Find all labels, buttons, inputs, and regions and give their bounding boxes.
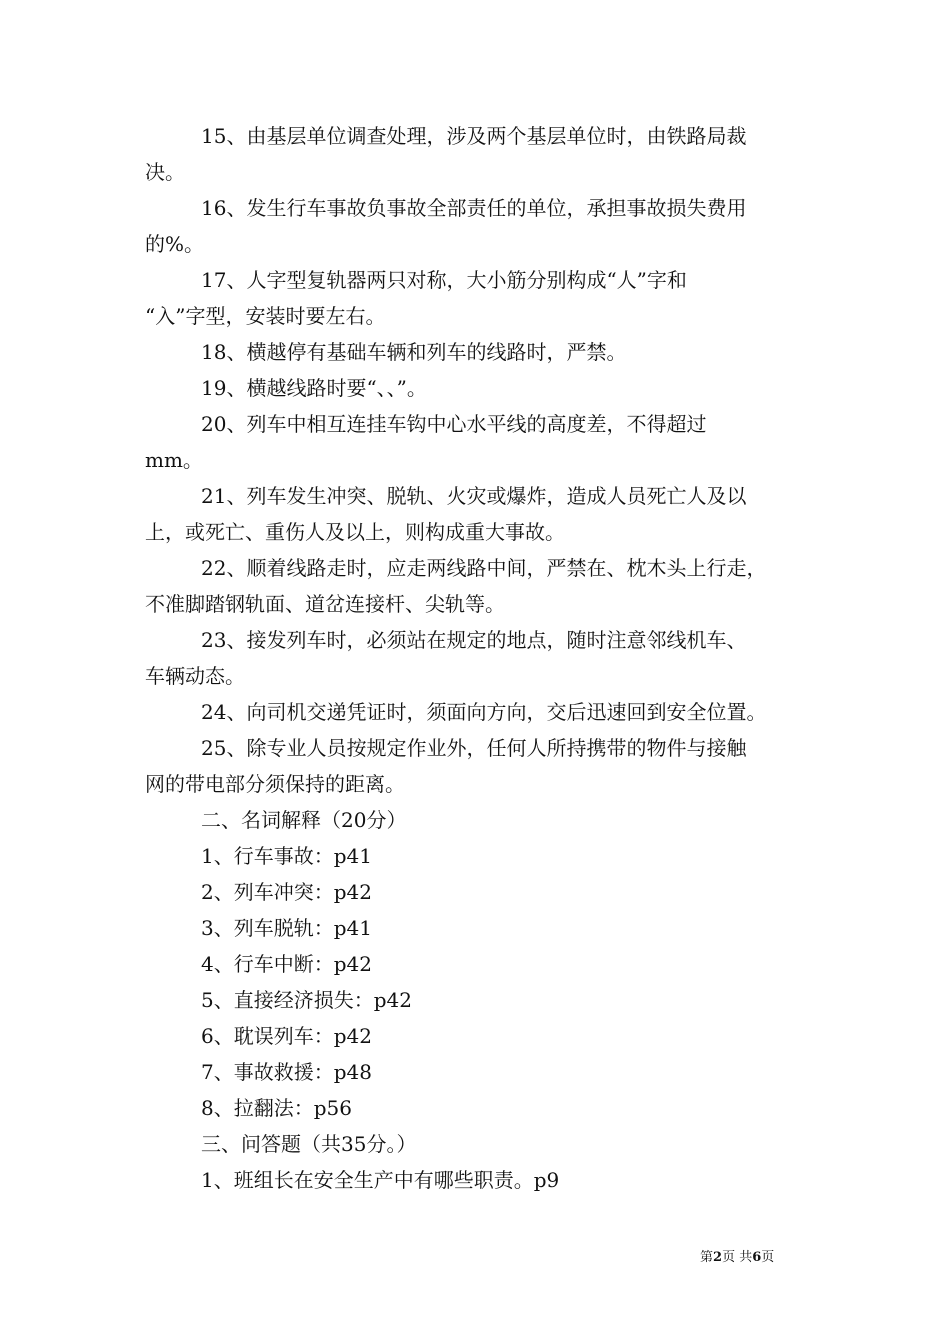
- definition-item-2: 2、列车冲突：p42: [201, 880, 372, 904]
- paragraph-15: 15、由基层单位调查处理，涉及两个基层单位时，由铁路局裁: [201, 124, 747, 148]
- paragraph-18: 18、横越停有基础车辆和列车的线路时，严禁。: [201, 340, 627, 364]
- paragraph-16-cont: 的%。: [145, 232, 205, 256]
- paragraph-20: 20、列车中相互连挂车钩中心水平线的高度差，不得超过: [201, 412, 707, 436]
- paragraph-23: 23、接发列车时，必须站在规定的地点，随时注意邻线机车、: [201, 628, 747, 652]
- paragraph-15-cont: 决。: [145, 160, 185, 184]
- footer-middle: 页 共: [722, 1250, 753, 1265]
- paragraph-24: 24、向司机交递凭证时，须面向方向，交后迅速回到安全位置。: [201, 700, 767, 724]
- paragraph-23-cont: 车辆动态。: [145, 664, 245, 688]
- document-body: [145, 118, 807, 1198]
- definition-item-3: 3、列车脱轨：p41: [201, 916, 372, 940]
- definition-item-6: 6、耽误列车：p42: [201, 1024, 372, 1048]
- footer-total-pages: 6: [752, 1250, 762, 1265]
- paragraph-17-cont: “入”字型，安装时要左右。: [145, 304, 386, 328]
- paragraph-25-cont: 网的带电部分须保持的距离。: [145, 772, 405, 796]
- section-heading-questions: 三、问答题（共35分。）: [201, 1132, 417, 1156]
- paragraph-21: 21、列车发生冲突、脱轨、火灾或爆炸，造成人员死亡人及以: [201, 484, 747, 508]
- footer-current-page: 2: [713, 1250, 723, 1265]
- footer-prefix: 第: [700, 1250, 714, 1265]
- paragraph-22: 22、顺着线路走时，应走两线路中间，严禁在、枕木头上行走，: [201, 556, 767, 580]
- paragraph-19: 19、横越线路时要“、、”。: [201, 376, 427, 400]
- paragraph-21-cont: 上，或死亡、重伤人及以上，则构成重大事故。: [145, 520, 565, 544]
- paragraph-16: 16、发生行车事故负事故全部责任的单位，承担事故损失费用: [201, 196, 747, 220]
- definition-item-5: 5、直接经济损失：p42: [201, 988, 412, 1012]
- section-heading-definitions: 二、名词解释（20分）: [201, 808, 407, 832]
- paragraph-25: 25、除专业人员按规定作业外，任何人所持携带的物件与接触: [201, 736, 747, 760]
- definition-item-8: 8、拉翻法：p56: [201, 1096, 352, 1120]
- question-item-1: 1、班组长在安全生产中有哪些职责。p9: [201, 1168, 560, 1192]
- paragraph-17: 17、人字型复轨器两只对称，大小筋分别构成“人”字和: [201, 268, 687, 292]
- paragraph-22-cont: 不准脚踏钢轨面、道岔连接杆、尖轨等。: [145, 592, 505, 616]
- paragraph-20-cont: mm。: [145, 448, 203, 472]
- definition-item-7: 7、事故救援：p48: [201, 1060, 372, 1084]
- definition-item-4: 4、行车中断：p42: [201, 952, 372, 976]
- page-footer: [700, 1246, 774, 1265]
- definition-item-1: 1、行车事故：p41: [201, 844, 372, 868]
- footer-suffix: 页: [761, 1250, 775, 1265]
